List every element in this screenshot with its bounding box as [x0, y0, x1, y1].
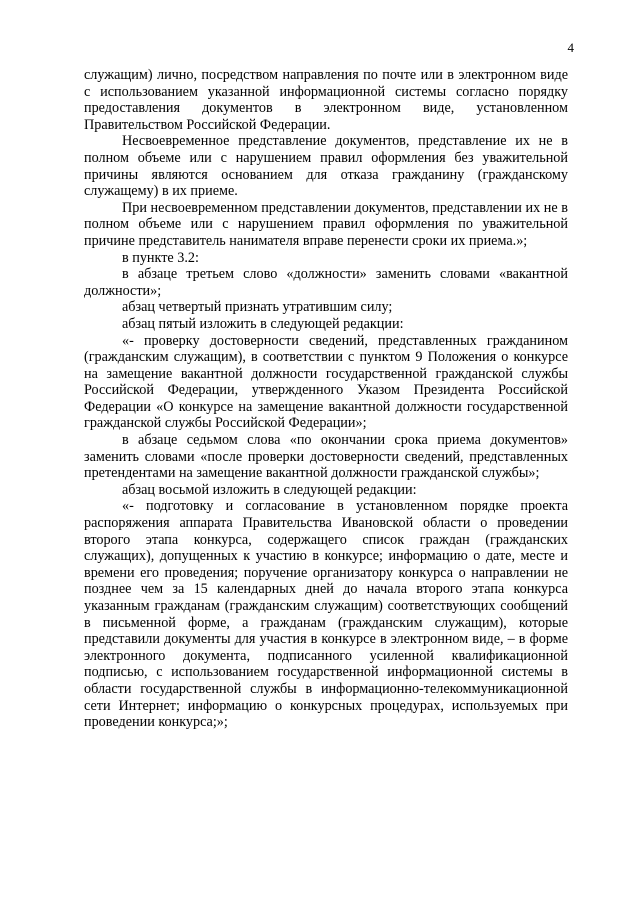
paragraph: в абзаце третьем слово «должности» заменить словами «вакантной должности»;: [84, 266, 568, 299]
page-number: 4: [567, 40, 574, 55]
paragraph: Несвоевременное представление документов, представление их не в полном объеме или с нарушением правил оформления без уважительной причины являются основанием для отказа гражданину (гражданскому служащему) в их приеме.: [84, 133, 568, 200]
paragraph: абзац восьмой изложить в следующей редакции:: [122, 481, 417, 498]
paragraph: в пункте 3.2:: [122, 249, 199, 266]
paragraph: «- проверку достоверности сведений, представленных гражданином (гражданским служащим), в соответствии с пунктом 9 Положения о конкурсе на замещение вакантной должности государственной гражданской службы Российской Федерации, утвержденного Указом Президента Российской Федерации «О конкурсе на замещение вакантной должности государственной гражданской службы Российской Федерации»;: [84, 332, 568, 432]
paragraph-continuation: служащим) лично, посредством направления по почте или в электронном виде с использованием указанной информационной системы согласно порядку предоставления документов в электронном виде, установленном Правительством Российской Федерации.: [84, 67, 568, 133]
paragraph: При несвоевременном представлении документов, представлении их не в полном объеме или с нарушением правил оформления по уважительной причине представитель нанимателя вправе перенести сроки их приема.»;: [84, 199, 568, 249]
paragraph: абзац пятый изложить в следующей редакции:: [122, 315, 404, 332]
document-body: [84, 67, 568, 731]
paragraph: абзац четвертый признать утратившим силу;: [122, 299, 393, 316]
paragraph: в абзаце седьмом слова «по окончании срока приема документов» заменить словами «после проверки достоверности сведений, представленных претендентами на замещение вакантной должности гражданской службы»;: [84, 432, 568, 482]
paragraph: «- подготовку и согласование в установленном порядке проекта распоряжения аппарата Правительства Ивановской области о проведении второго этапа конкурса, содержащего список граждан (гражданских служащих), допущенных к участию в конкурсе; информацию о дате, месте и времени его проведения; поручение организатору конкурса о направлении не позднее чем за 15 календарных дней до начала второго этапа конкурса указанным гражданам (гражданским служащим) соответствующих сообщений в письменной форме, а гражданам (гражданским служащим), которые представили документы для участия в конкурсе в электронном виде, – в форме электронного документа, подписанного усиленной квалификационной подписью, с использованием государственной информационной системы в области государственной службы в информационно-телекоммуникационной сети Интернет; информацию о конкурсных процедурах, используемых при проведении конкурса;»;: [84, 498, 568, 731]
